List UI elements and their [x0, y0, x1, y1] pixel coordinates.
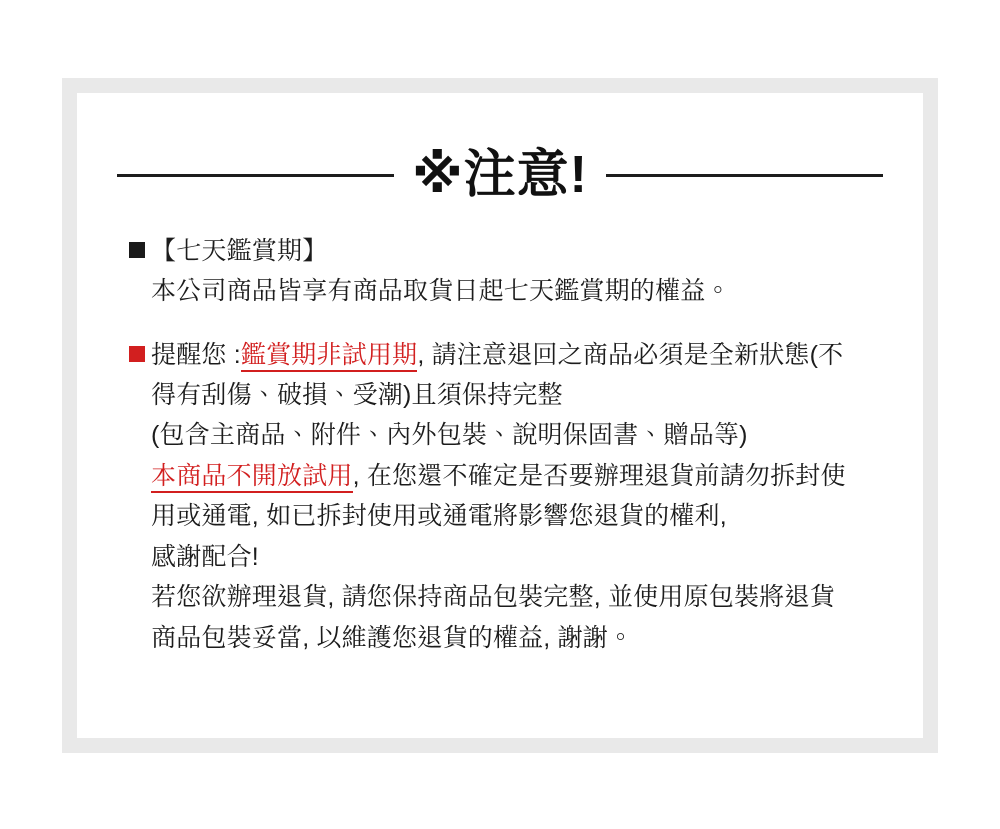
reminder-lead: 提醒您 :: [151, 341, 241, 369]
reminder-highlight-2: 本商品不開放試用: [151, 462, 353, 493]
square-bullet-red-icon: [129, 346, 145, 362]
section-reminder-title-row: [129, 337, 887, 375]
section-reminder-first-line: [151, 337, 843, 375]
notice-body: [129, 233, 887, 684]
reminder-highlight-1: 鑑賞期非試用期: [241, 341, 417, 372]
section-seven-day: [129, 233, 887, 311]
section-reminder-line-2: (包含主商品、附件、內外包裝、說明保固書、贈品等): [151, 421, 748, 449]
section-reminder-line-5: 若您欲辦理退貨, 請您保持商品包裝完整, 並使用原包裝將退貨: [151, 583, 835, 611]
heading-rule-right: [606, 174, 883, 177]
page-title: ※注意!: [412, 146, 588, 204]
notice-frame: [62, 78, 938, 753]
section-reminder-line-4: 感謝配合!: [151, 542, 259, 571]
section-reminder-line-3: 用或通電, 如已拆封使用或通電將影響您退貨的權利,: [151, 502, 727, 530]
reminder-lead-rest: , 請注意退回之商品必須是全新狀態(不: [417, 341, 844, 369]
notice-inner: [77, 93, 923, 738]
square-bullet-icon: [129, 242, 145, 258]
section-seven-day-title: 【七天鑑賞期】: [151, 237, 328, 265]
section-seven-day-title-row: [129, 233, 887, 271]
section-seven-day-line-1: 本公司商品皆享有商品取貨日起七天鑑賞期的權益。: [151, 276, 731, 305]
heading-rule-left: [117, 174, 394, 177]
reminder-highlight-2-rest: , 在您還不確定是否要辦理退貨前請勿拆封使: [352, 461, 846, 490]
section-reminder: [129, 337, 887, 658]
notice-heading-row: [117, 145, 883, 205]
section-reminder-highlight-line: [129, 456, 887, 497]
section-reminder-line-6: 商品包裝妥當, 以維護您退貨的權益, 謝謝。: [151, 623, 634, 652]
section-reminder-line-1: 得有刮傷、破損、受潮)且須保持完整: [151, 380, 563, 409]
